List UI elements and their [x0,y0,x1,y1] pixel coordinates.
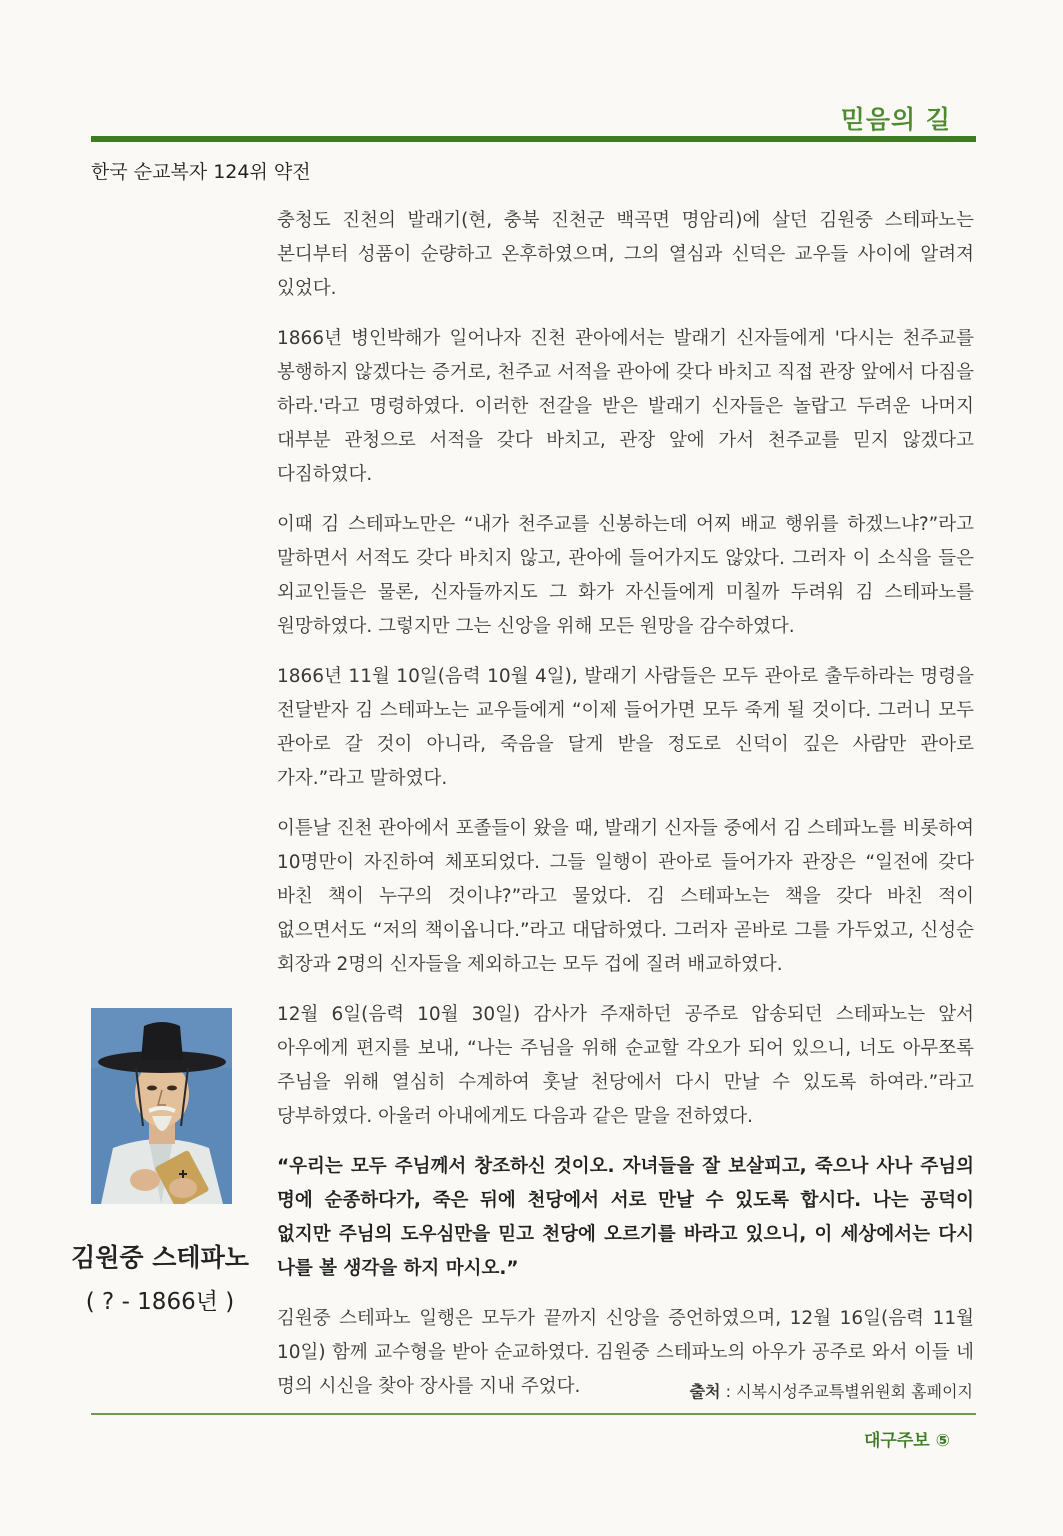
article-body [277,204,974,1420]
source-text: 시복시성주교특별위원회 홈페이지 [736,1382,973,1401]
section-title: 믿음의 길 [840,105,951,134]
page-subtitle: 한국 순교복자 124위 약전 [91,161,311,183]
paragraph-4: 1866년 11월 10일(음력 10월 4일), 발래기 사람들은 모두 관아로 출두하라는 명령을 전달받자 김 스테파노는 교우들에게 “이제 들어가면 모두 죽게 될 것이다. 그러니 모두 관아로 갈 것이 아니라, 죽음을 달게 받을 정도로 신덕이 깊은 사람만 관아로 가자.”라고 말하였다. [277,666,974,789]
header-rule [91,136,976,142]
footer-rule [91,1413,976,1415]
source-label: 출처 [689,1382,721,1401]
martyr-name: 김원중 스테파노 [71,1243,249,1272]
letter-quote: “우리는 모두 주님께서 창조하신 것이오. 자녀들을 잘 보살피고, 죽으나 사나 주님의 명에 순종하다가, 죽은 뒤에 천당에서 서로 만날 수 있도록 합시다. 나는 공덕이 없지만 주님의 도우심만을 믿고 천당에 오르기를 바라고 있으니, 이 세상에서는 다시 나를 볼 생각을 하지 마시오.” [277,1156,974,1279]
portrait-illustration [91,1008,232,1204]
martyr-years: ( ? - 1866년 ) [85,1289,235,1315]
paragraph-5: 이튿날 진천 관아에서 포졸들이 왔을 때, 발래기 신자들 중에서 김 스테파노를 비롯하여 10명만이 자진하여 체포되었다. 그들 일행이 관아로 들어가자 관장은 “일전에 갖다 바친 책이 누구의 것이냐?”라고 물었다. 김 스테파노는 책을 갖다 바친 적이 없으면서도 “저의 책이옵니다.”라고 대답하였다. 그러자 곧바로 그를 가두었고, 신성순 회장과 2명의 신자들을 제외하고는 모두 겁에 질려 배교하였다. [277,818,974,975]
paragraph-2: 1866년 병인박해가 일어나자 진천 관아에서는 발래기 신자들에게 '다시는 천주교를 봉행하지 않겠다는 증거로, 천주교 서적을 관아에 갖다 바치고 직접 관장 앞에서 다짐을 하라.'라고 명령하였다. 이러한 전갈을 받은 발래기 신자들은 놀랍고 두려운 나머지 대부분 관청으로 서적을 갖다 바치고, 관장 앞에 가서 천주교를 믿지 않겠다고 다짐하였다. [277,328,974,485]
paragraph-3: 이때 김 스테파노만은 “내가 천주교를 신봉하는데 어찌 배교 행위를 하겠느냐?”라고 말하면서 서적도 갖다 바치지 않고, 관아에 들어가지도 않았다. 그러자 이 소식을 들은 외교인들은 물론, 신자들까지도 그 화가 자신들에게 미칠까 두려워 김 스테파노를 원망하였다. 그렇지만 그는 신앙을 위해 모든 원망을 감수하였다. [277,514,974,637]
paragraph-1: 충청도 진천의 발래기(현, 충북 진천군 백곡면 명암리)에 살던 김원중 스테파노는 본디부터 성품이 순량하고 온후하였으며, 그의 열심과 신덕은 교우들 사이에 알려져 있었다. [277,210,974,299]
portrait-painting [91,1008,232,1204]
source-credit [690,1379,973,1402]
source-separator: : [720,1382,737,1401]
paragraph-7: 김원중 스테파노 일행은 모두가 끝까지 신앙을 증언하였으며, 12월 16일(음력 11월 10일) 함께 교수형을 받아 순교하였다. 김원중 스테파노의 아우가 공주로 와서 이들 네 명의 시신을 찾아 장사를 지내 주었다. [277,1308,974,1397]
paragraph-6: 12월 6일(음력 10월 30일) 감사가 주재하던 공주로 압송되던 스테파노는 앞서 아우에게 편지를 보내, “나는 주님을 위해 순교할 각오가 되어 있으니, 너도 아무쪼록 주님을 위해 열심히 수계하여 훗날 천당에서 다시 만날 수 있도록 하여라.”라고 당부하였다. 아울러 아내에게도 다음과 같은 말을 전하였다. [277,1004,974,1127]
page-footer: 대구주보 ⑤ [864,1431,950,1451]
